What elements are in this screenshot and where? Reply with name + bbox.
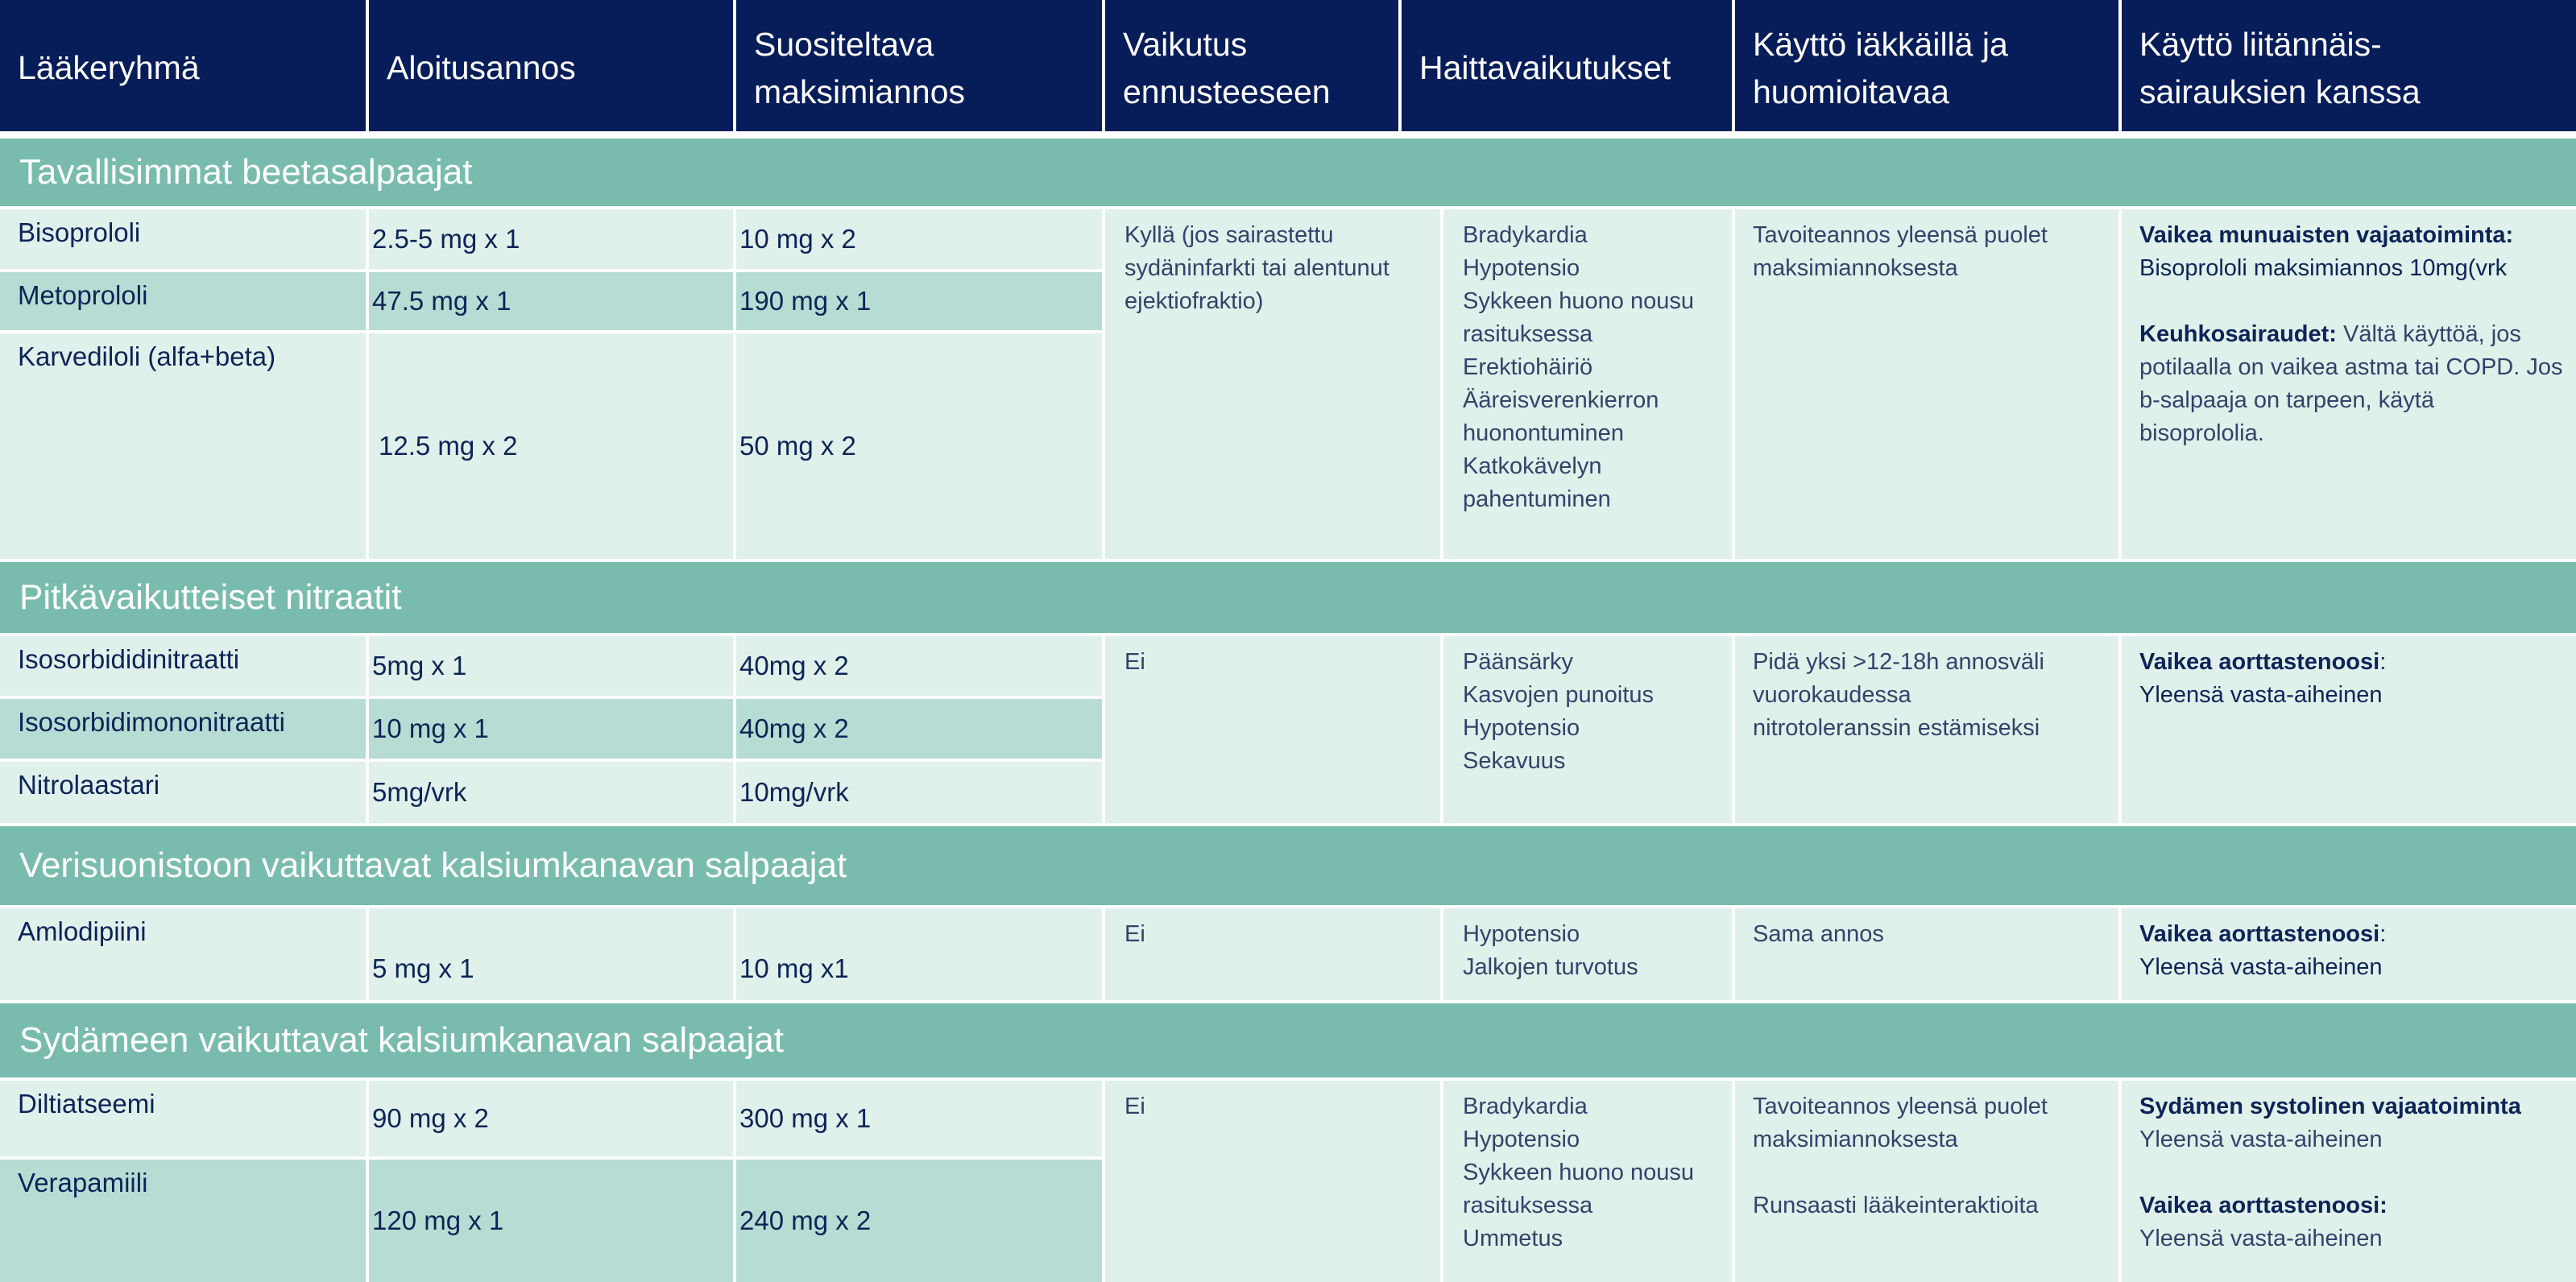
header-side-effects: Haittavaikutukset bbox=[1402, 0, 1732, 131]
drug-name: Amlodipiini bbox=[0, 908, 366, 1000]
header-starting-dose: Aloitusannos bbox=[369, 0, 733, 131]
elderly-text: Sama annos bbox=[1735, 908, 2118, 1000]
drug-name: Isosorbididinitraatti bbox=[0, 636, 366, 696]
drug-name: Nitrolaastari bbox=[0, 762, 366, 823]
drug-name: Diltiatseemi bbox=[0, 1081, 366, 1156]
side-effects-text: Bradykardia Hypotensio Sykkeen huono nousu rasituksessa Erektiohäiriö Ääreisverenkierron huonontuminen Katkokävelyn pahentuminen bbox=[1443, 209, 1732, 559]
comorbidity-text: Vaikea munuaisten vajaatoiminta: Bisoprololi maksimiannos 10mg(vrk Keuhkosairaudet: Vältä käyttöä, jos potilaalla on vaikea astma tai COPD. Jos b-salpaaja on tarpeen, käytä bisoprololia. bbox=[2122, 209, 2576, 559]
starting-dose: 90 mg x 2 bbox=[369, 1081, 733, 1156]
max-dose: 50 mg x 2 bbox=[736, 333, 1102, 559]
max-dose: 10 mg x 2 bbox=[736, 209, 1102, 269]
starting-dose: 47.5 mg x 1 bbox=[369, 272, 733, 330]
comorbidity-text: Vaikea aorttastenoosi: Yleensä vasta-aiheinen bbox=[2122, 636, 2576, 823]
max-dose: 190 mg x 1 bbox=[736, 272, 1102, 330]
side-effects-text: Päänsärky Kasvojen punoitus Hypotensio Sekavuus bbox=[1443, 636, 1732, 823]
drug-name: Karvediloli (alfa+beta) bbox=[0, 333, 366, 559]
prognosis-text: Ei bbox=[1105, 1081, 1440, 1282]
prognosis-text: Kyllä (jos sairastettu sydäninfarkti tai alentunut ejektiofraktio) bbox=[1105, 209, 1440, 559]
starting-dose: 120 mg x 1 bbox=[369, 1160, 733, 1282]
header-max-dose: Suositeltava maksimiannos bbox=[736, 0, 1102, 131]
elderly-text: Tavoiteannos yleensä puolet maksimiannoksesta bbox=[1735, 209, 2118, 559]
prognosis-text: Ei bbox=[1105, 636, 1440, 823]
starting-dose: 5mg/vrk bbox=[369, 762, 733, 823]
comorbidity-text: Vaikea aorttastenoosi: Yleensä vasta-aiheinen bbox=[2122, 908, 2576, 1000]
max-dose: 10 mg x1 bbox=[736, 908, 1102, 1000]
starting-dose: 5mg x 1 bbox=[369, 636, 733, 696]
max-dose: 300 mg x 1 bbox=[736, 1081, 1102, 1156]
comorbidity-text: Sydämen systolinen vajaatoiminta Yleensä vasta-aiheinen Vaikea aorttastenoosi: Yleensä vasta-aiheinen bbox=[2122, 1081, 2576, 1282]
header-comorbidities: Käyttö liitännäis- sairauksien kanssa bbox=[2122, 0, 2576, 131]
drug-name: Metoprololi bbox=[0, 272, 366, 330]
max-dose: 10mg/vrk bbox=[736, 762, 1102, 823]
max-dose: 40mg x 2 bbox=[736, 636, 1102, 696]
section-title: Verisuonistoon vaikuttavat kalsiumkanavan salpaajat bbox=[0, 826, 2576, 905]
section-title: Tavallisimmat beetasalpaajat bbox=[0, 139, 2576, 206]
section-title: Sydämeen vaikuttavat kalsiumkanavan salpaajat bbox=[0, 1003, 2576, 1077]
header-prognosis: Vaikutus ennusteeseen bbox=[1105, 0, 1398, 131]
prognosis-text: Ei bbox=[1105, 908, 1440, 1000]
starting-dose: 12.5 mg x 2 bbox=[369, 333, 733, 559]
elderly-text: Pidä yksi >12-18h annosväli vuorokaudessa nitrotoleranssin estämiseksi bbox=[1735, 636, 2118, 823]
header-elderly: Käyttö iäkkäillä ja huomioitavaa bbox=[1735, 0, 2118, 131]
starting-dose: 2.5-5 mg x 1 bbox=[369, 209, 733, 269]
header-medicine-group: Lääkeryhmä bbox=[0, 0, 366, 131]
drug-name: Bisoprololi bbox=[0, 209, 366, 269]
side-effects-text: Bradykardia Hypotensio Sykkeen huono nousu rasituksessa Ummetus bbox=[1443, 1081, 1732, 1282]
side-effects-text: Hypotensio Jalkojen turvotus bbox=[1443, 908, 1732, 1000]
starting-dose: 10 mg x 1 bbox=[369, 699, 733, 759]
section-title: Pitkävaikutteiset nitraatit bbox=[0, 562, 2576, 633]
elderly-text: Tavoiteannos yleensä puolet maksimiannoksesta Runsaasti lääkeinteraktioita bbox=[1735, 1081, 2118, 1282]
drug-name: Isosorbidimononitraatti bbox=[0, 699, 366, 759]
drug-name: Verapamiili bbox=[0, 1160, 366, 1282]
max-dose: 240 mg x 2 bbox=[736, 1160, 1102, 1282]
starting-dose: 5 mg x 1 bbox=[369, 908, 733, 1000]
max-dose: 40mg x 2 bbox=[736, 699, 1102, 759]
